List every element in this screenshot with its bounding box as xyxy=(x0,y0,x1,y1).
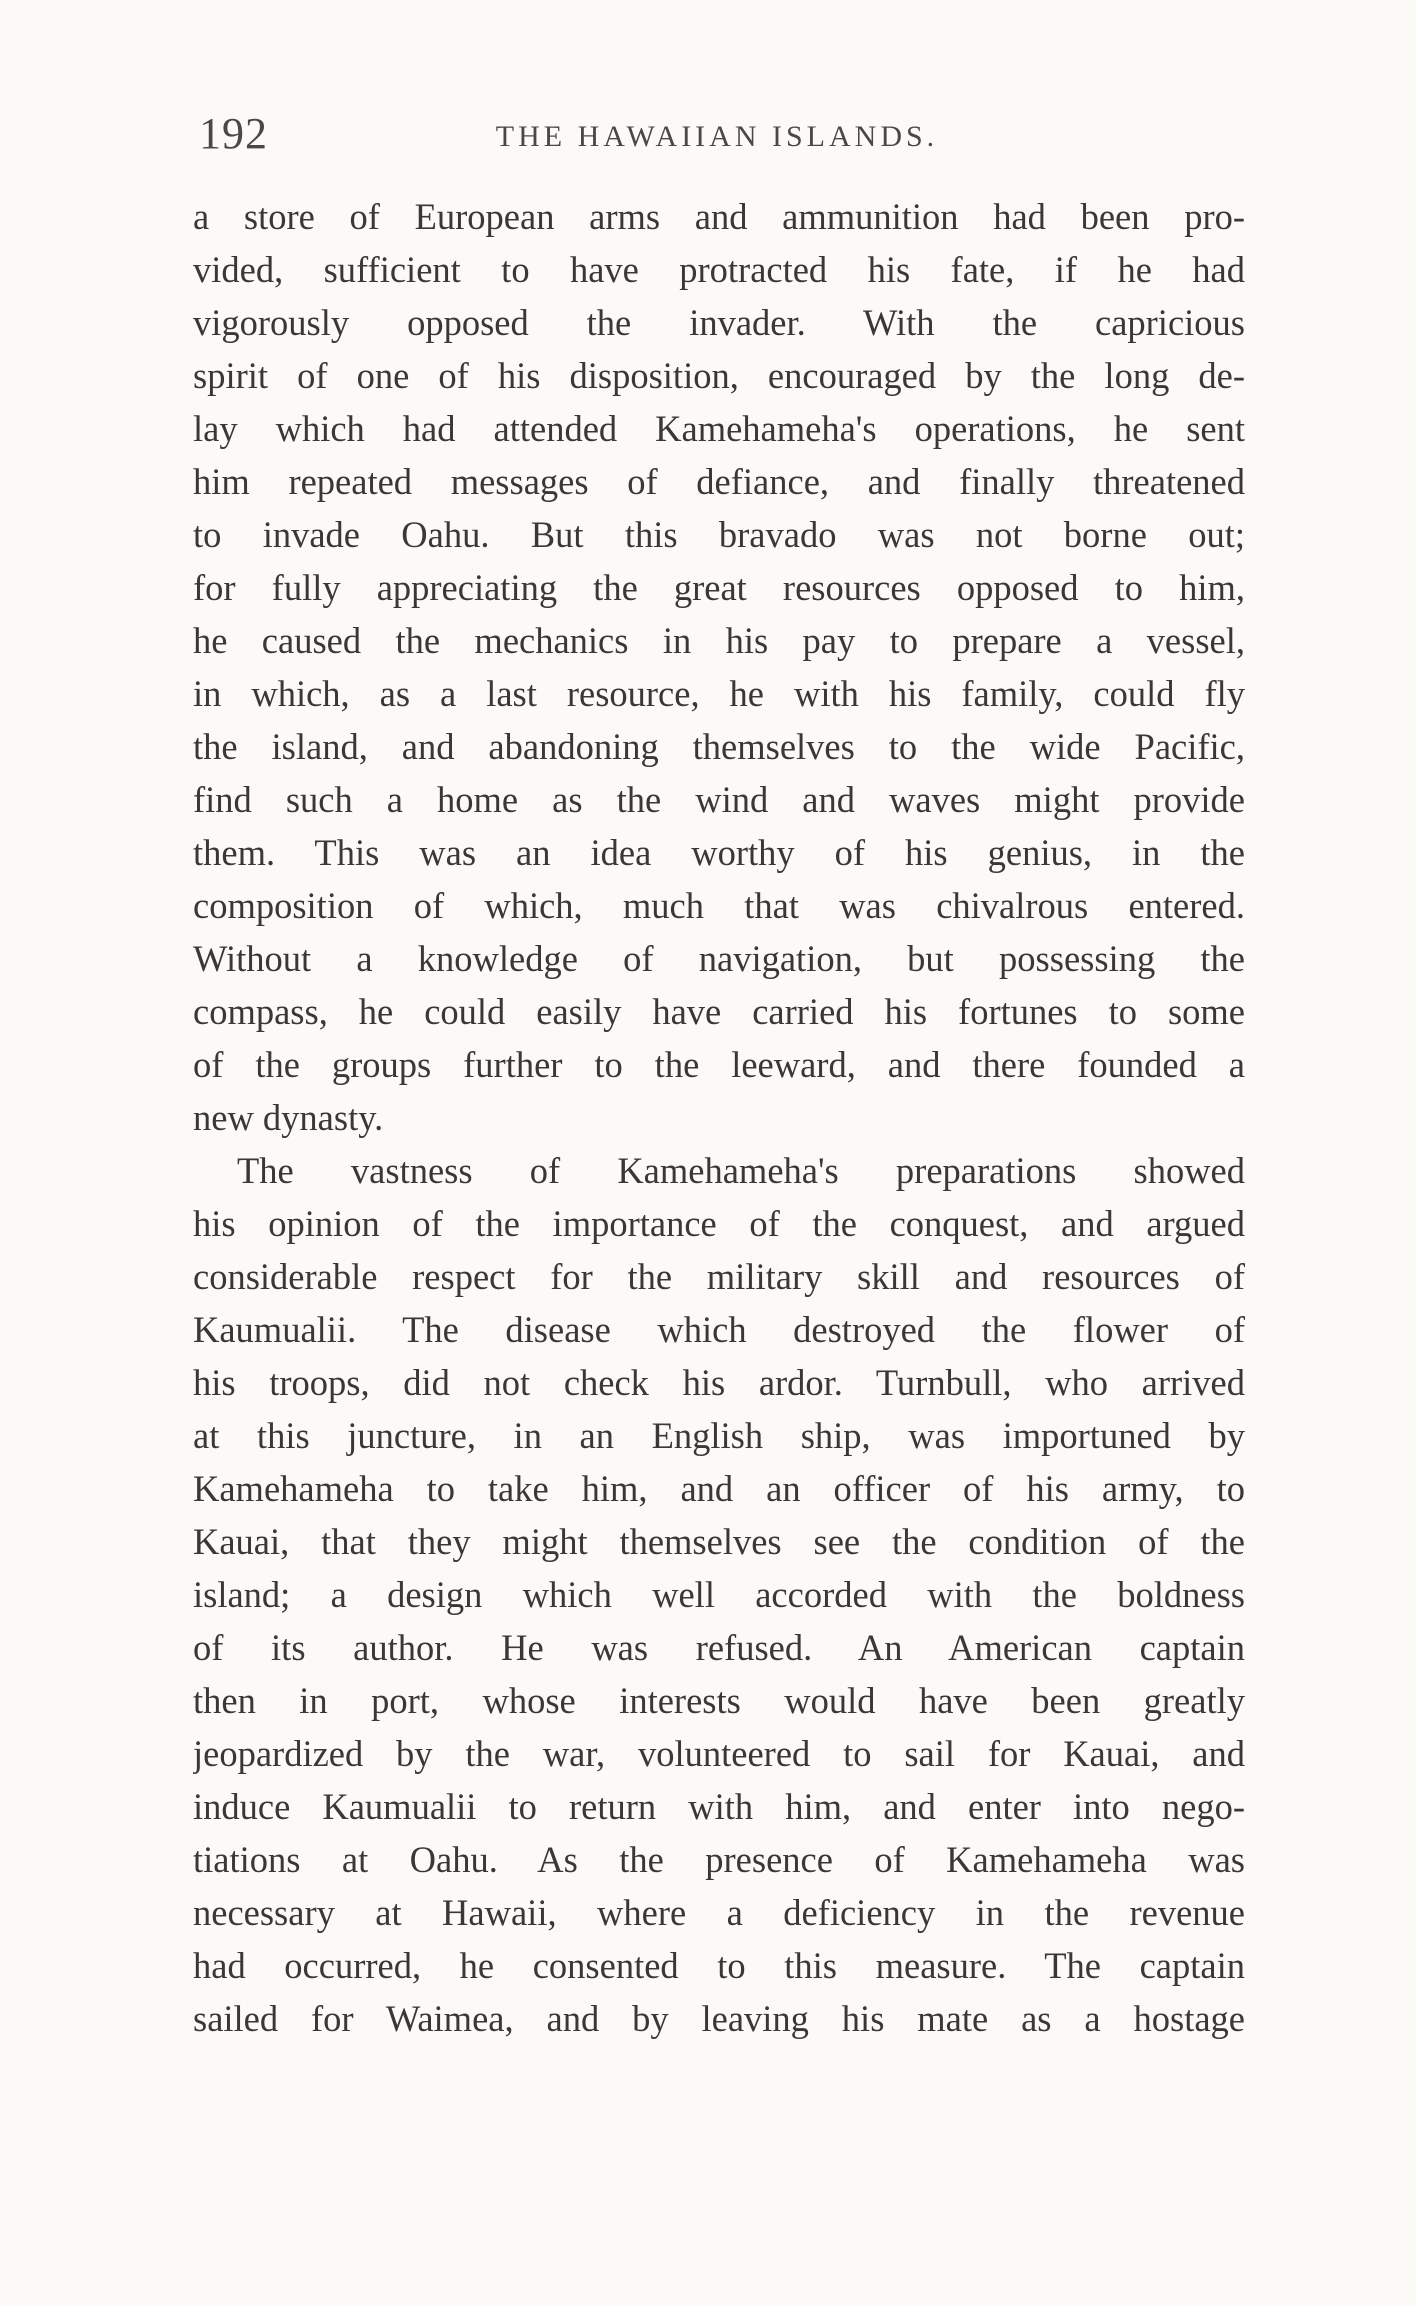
text-line: Kaumualii. The disease which destroyed the flower of xyxy=(193,1309,1245,1350)
text-line: Kauai, that they might themselves see the condition of the xyxy=(193,1521,1245,1562)
text-line: them. This was an idea worthy of his genius, in the xyxy=(193,832,1245,873)
text-line: vigorously opposed the invader. With the capricious xyxy=(193,302,1245,343)
text-line: island; a design which well accorded with the boldness xyxy=(193,1574,1245,1615)
text-line: a store of European arms and ammunition had been pro- xyxy=(193,196,1245,237)
text-line: compass, he could easily have carried his fortunes to some xyxy=(193,991,1245,1032)
text-line: lay which had attended Kamehameha's operations, he sent xyxy=(193,408,1245,449)
text-line: of its author. He was refused. An American captain xyxy=(193,1627,1245,1668)
running-title: THE HAWAIIAN ISLANDS. xyxy=(495,120,939,153)
running-head xyxy=(195,108,1239,168)
text-line: Kamehameha to take him, and an officer of his army, to xyxy=(193,1468,1245,1509)
text-line: his troops, did not check his ardor. Turnbull, who arrived xyxy=(193,1362,1245,1403)
text-line: him repeated messages of defiance, and finally threatened xyxy=(193,461,1245,502)
text-line: find such a home as the wind and waves might provide xyxy=(193,779,1245,820)
text-line: then in port, whose interests would have been greatly xyxy=(193,1680,1245,1721)
paragraph-2 xyxy=(193,1144,1245,2045)
paragraph-1 xyxy=(193,190,1245,1144)
text-line: for fully appreciating the great resources opposed to him, xyxy=(193,567,1245,608)
text-line: necessary at Hawaii, where a deficiency in the revenue xyxy=(193,1892,1245,1933)
text-line: to invade Oahu. But this bravado was not borne out; xyxy=(193,514,1245,555)
text-line: induce Kaumualii to return with him, and enter into nego- xyxy=(193,1786,1245,1827)
page-number: 192 xyxy=(199,109,268,158)
text-line: at this juncture, in an English ship, was importuned by xyxy=(193,1415,1245,1456)
text-line: new dynasty. xyxy=(193,1097,384,1138)
text-line: his opinion of the importance of the conquest, and argued xyxy=(193,1203,1245,1244)
text-line: jeopardized by the war, volunteered to sail for Kauai, and xyxy=(193,1733,1245,1774)
text-line: sailed for Waimea, and by leaving his mate as a hostage xyxy=(193,1998,1245,2039)
text-line: he caused the mechanics in his pay to prepare a vessel, xyxy=(193,620,1245,661)
body-text xyxy=(193,190,1245,2045)
text-line: spirit of one of his disposition, encouraged by the long de- xyxy=(193,355,1245,396)
text-line: composition of which, much that was chivalrous entered. xyxy=(193,885,1245,926)
text-line: had occurred, he consented to this measure. The captain xyxy=(193,1945,1245,1986)
text-line: vided, sufficient to have protracted his fate, if he had xyxy=(193,249,1245,290)
text-line: of the groups further to the leeward, and there founded a xyxy=(193,1044,1245,1085)
text-line: the island, and abandoning themselves to the wide Pacific, xyxy=(193,726,1245,767)
text-line: in which, as a last resource, he with his family, could fly xyxy=(193,673,1245,714)
text-line: The vastness of Kamehameha's preparations showed xyxy=(237,1150,1245,1191)
text-line: tiations at Oahu. As the presence of Kamehameha was xyxy=(193,1839,1245,1880)
text-line: Without a knowledge of navigation, but possessing the xyxy=(193,938,1245,979)
text-line: considerable respect for the military skill and resources of xyxy=(193,1256,1245,1297)
